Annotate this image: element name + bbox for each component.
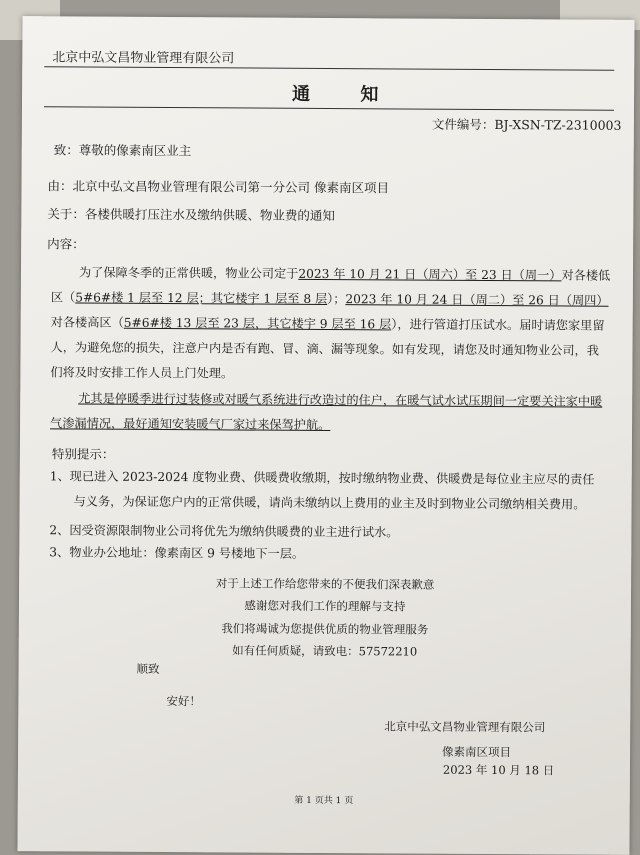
closing-line-2: 感谢您对我们工作的理解与支持 — [244, 598, 406, 614]
company-header: 北京中弘文昌物业管理有限公司 — [52, 50, 235, 67]
p1-date2: 2023 年 10 月 24 日（周二）至 26 日（周四） — [345, 292, 609, 308]
p1-b: 对各楼低区（ — [50, 268, 611, 305]
p1-range1: 5#6#楼 1 层至 12 层；其它楼宇 1 层至 8 层 — [75, 290, 328, 307]
tip-2: 2、因受资源限制物业公司将优先为缴纳供暖费的业主进行试水。 — [49, 523, 399, 540]
regards-2: 安好！ — [166, 694, 201, 709]
closing-line-4: 如有任何质疑，请致电：57572210 — [232, 643, 418, 659]
sender: 由：北京中弘文昌物业管理有限公司第一分公司 像素南区项目 — [47, 178, 390, 196]
closing-line-3: 我们将竭诚为您提供优质的物业管理服务 — [221, 621, 429, 637]
subject: 关于：各楼供暖打压注水及缴纳供暖、物业费的通知 — [47, 206, 335, 224]
p1-date1: 2023 年 10 月 21 日（周六）至 23 日（周一） — [298, 266, 562, 283]
notice-paper — [17, 16, 634, 855]
p1-a: 为了保障冬季的正常供暖，物业公司定于 — [78, 265, 299, 281]
regards-1: 顺致 — [136, 661, 160, 676]
p1-e: ），进行管道打压试水。届时请您家里留人，为避免您的损失，注意户内是否有跑、冒、滴、漏等现象。如有发现，请您及时通知物业公司，我们将及时安排工作人员上门处理。 — [50, 317, 605, 381]
p1-range2: 5#6#楼 13 层至 23 层，其它楼宇 9 层至 16 层 — [123, 315, 392, 332]
signature-date: 2023 年 10 月 18 日 — [442, 762, 555, 778]
header-divider — [44, 66, 614, 70]
addressee: 致：尊敬的像素南区业主 — [53, 142, 192, 159]
paragraph-2: 尤其是停暖季进行过装修或对暖气系统进行改造过的住户，在暖气试水试压期间一定要关注家中暖气渗漏情况，最好通知安装暖气厂家过来保驾护航。 — [50, 391, 603, 433]
paragraph-1 — [50, 260, 611, 388]
signature-company: 北京中弘文昌物业管理有限公司 — [384, 719, 546, 735]
notice-title: 通 知 — [292, 83, 401, 106]
tip-3: 3、物业办公地址：像素南区 9 号楼地下一层。 — [49, 545, 305, 561]
p1-d: 对各楼高区（ — [50, 315, 124, 330]
doc-number: 文件编号：BJ-XSN-TZ-2310003 — [431, 116, 622, 133]
content-label: 内容： — [47, 236, 85, 252]
signature-project: 像素南区项目 — [442, 744, 512, 760]
title-divider — [44, 106, 614, 110]
tip-1: 1、现已进入 2023-2024 度物业费、供暖费收缴期，按时缴纳物业费、供暖费是每位业主应尽的责任与义务，为保证您户内的正常供暖，请尚未缴纳以上费用的业主及时到物业公司缴纳相关费用。 — [49, 469, 595, 512]
p1-c: ）； — [327, 292, 346, 307]
closing-line-1: 对于上述工作给您带来的不便我们深表歉意 — [215, 576, 435, 592]
page-footer: 第 1 页共 1 页 — [294, 795, 354, 807]
tips-label: 特别提示： — [51, 446, 115, 462]
